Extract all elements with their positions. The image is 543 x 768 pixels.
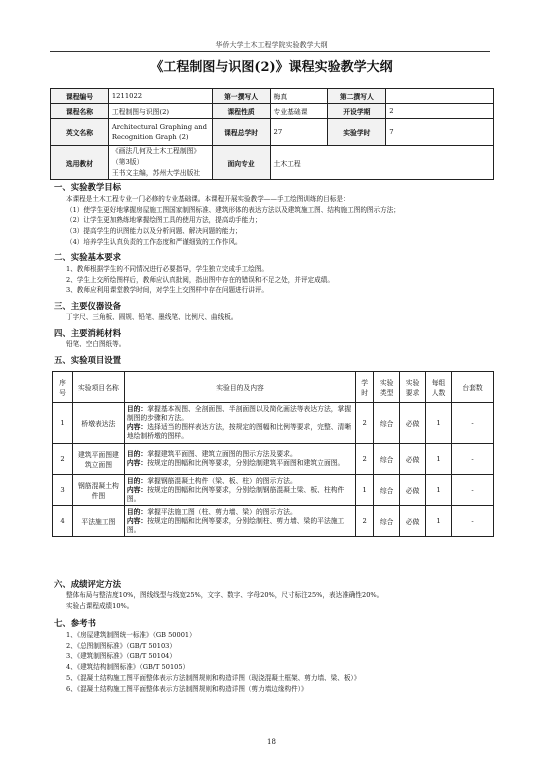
course-code-value: 1211022 [108,89,212,104]
equipment-list: 丁字尺、三角板、圆规、铅笔、墨线笔、比例尺、曲线板。 [66,313,238,321]
requirement-item: 3、教师应利用课堂教学时间，对学生上交图样中存在问题进行讲评。 [66,286,269,295]
author1-value: 梅真 [270,89,328,104]
table-row [53,403,494,444]
row-sets: - [452,444,494,475]
goals-intro: 本课程是土木工程专业一门必修的专业基础课。本课程开展实验教学——手工绘图训练的目标是： [66,195,350,203]
row-no: 2 [53,444,73,475]
section-heading-references: 七、参考书 [54,618,96,628]
course-code-label: 课程编号 [51,89,109,104]
references-list [56,630,486,694]
row-sets: - [452,475,494,506]
header-rule [50,51,490,52]
row-hours: 2 [356,506,374,537]
content-label: 内容： [126,459,148,467]
section-heading-goals: 一、实验教学目标 [54,182,121,192]
row-hours: 2 [356,444,374,475]
goal-item: （3）提高学生的识图能力以及分析问题、解决问题的能力； [66,227,242,236]
course-info-table [50,88,494,180]
term-value: 2 [386,104,494,119]
row-requirement: 必做 [400,506,426,537]
row-requirement: 必做 [400,403,426,444]
requirements-text [56,264,486,296]
header-purpose-content: 实验目的及内容 [124,372,355,403]
row-purpose-content [124,444,355,475]
content-text: 选择适当的图样表达方法，按规定的图幅和比例等要求，完整、清晰地绘制桥墩的图样。 [126,423,352,440]
lab-hours-label: 实验学时 [328,119,386,146]
row-name: 建筑平面图建筑立面图 [72,444,124,475]
goal-item: （4）培养学生认真负责的工作态度和严谨细致的工作作风。 [66,237,242,246]
header-type: 实验类型 [374,372,400,403]
row-hours: 2 [356,403,374,444]
row-purpose-content [124,506,355,537]
purpose-label: 目的： [126,507,148,516]
equipment-text [56,312,486,323]
major-label: 面向专业 [212,146,270,180]
grading-line: 实验占课程成绩10%。 [66,601,134,610]
goals-text [56,194,486,248]
english-name-value [108,119,212,146]
content-label: 内容： [126,516,148,525]
row-name: 钢筋混凝土构件图 [72,475,124,506]
row-no: 4 [53,506,73,537]
row-people: 1 [426,506,452,537]
reference-item: 2、《总图制图标准》（GB/T 50103） [66,641,176,650]
textbook-line1: 《画法几何及土木工程制图》（第3版） [111,147,201,166]
section-heading-requirements: 二、实验基本要求 [54,252,121,262]
goal-item: （1）使学生更好地掌握房屋施工图国家制图标准、建筑形体的表达方法以及建筑施工图、结构施工图的图示方法； [66,205,400,214]
row-name: 桥墩表达法 [72,403,124,444]
row-requirement: 必做 [400,475,426,506]
materials-list: 铅笔、空白图纸等。 [66,340,126,348]
content-text: 按规定的图幅和比例等要求，分别绘制钢筋混凝土梁、板、柱构件图。 [126,485,345,503]
textbook-value [108,146,212,180]
reference-item: 6、《混凝土结构施工图平面整体表示方法制图规则和构造详图（剪力墙边缘构件）》 [66,684,308,693]
course-name-value: 工程制图与识图(2) [108,104,212,119]
purpose-text: 掌握建筑平面图、建筑立面图的图示方法及要求。 [147,450,297,458]
purpose-label: 目的： [126,405,148,413]
document-title: 《工程制图与识图(2)》课程实验教学大纲 [150,60,393,75]
requirement-item: 2、学生上交所绘图样后，教师应认真批阅，指出图中存在的错误和不足之处，并评定成绩。 [66,275,334,284]
purpose-text: 掌握钢筋混凝土构件（梁、板、柱）的图示方法。 [147,476,297,485]
row-no: 3 [53,475,73,506]
row-type: 综合 [374,403,400,444]
course-name-label: 课程名称 [51,104,109,119]
grading-line: 整体布局与整洁度10%，图线线型与线宽25%，文字、数字、字母20%，尺寸标注25%，表达准确性20%。 [66,591,384,599]
row-type: 综合 [374,475,400,506]
purpose-text: 掌握基本视图、全剖面图、半剖面图以及简化画法等表达方法，掌握制图的步骤和方法。 [126,405,352,422]
reference-item: 3、《建筑制图标准》（GB/T 50104） [66,652,176,661]
header-no: 序号 [53,372,73,403]
section-heading-projects: 五、实验项目设置 [54,355,121,365]
header-requirement: 实验要求 [400,372,426,403]
table-row [53,506,494,537]
row-people: 1 [426,475,452,506]
lab-hours-value: 7 [386,119,494,146]
textbook-line2: 王书文主编，苏州大学出版社 [111,169,201,177]
row-sets: - [452,506,494,537]
section-heading-materials: 四、主要消耗材料 [54,328,121,338]
purpose-text: 掌握平法施工图（柱、剪力墙、梁）的图示方法。 [147,507,297,516]
grading-text [56,590,486,611]
reference-item: 1、《房屋建筑制图统一标准》（GB 50001） [66,631,196,639]
english-name-line2: Recognition Graph (2) [111,133,189,141]
purpose-label: 目的： [126,476,148,485]
course-nature-value: 专业基础课 [270,104,328,119]
english-name-line1: Architectural Graphing and [111,123,207,131]
content-label: 内容： [126,423,148,431]
row-name: 平法施工图 [72,506,124,537]
content-text: 按规定的图幅和比例等要求，分别绘制建筑平面图和建筑立面图。 [147,459,345,467]
total-hours-value: 27 [270,119,328,146]
requirement-item: 1、教师根据学生的不同情况进行必要指导，学生独立完成手工绘图。 [66,265,269,273]
row-hours: 1 [356,475,374,506]
term-label: 开设学期 [328,104,386,119]
row-people: 1 [426,444,452,475]
content-text: 按规定的图幅和比例等要求，分别绘制柱、剪力墙、梁的平法施工图。 [126,516,345,534]
row-sets: - [452,403,494,444]
reference-item: 4、《建筑结构制图标准》（GB/T 50105） [66,663,190,672]
row-type: 综合 [374,506,400,537]
purpose-label: 目的： [126,450,148,458]
header-name: 实验项目名称 [72,372,124,403]
total-hours-label: 课程总学时 [212,119,270,146]
content-label: 内容： [126,485,148,494]
row-purpose-content [124,475,355,506]
row-requirement: 必做 [400,444,426,475]
row-no: 1 [53,403,73,444]
header-sets: 台套数 [452,372,494,403]
row-type: 综合 [374,444,400,475]
author1-label: 第一撰写人 [212,89,270,104]
section-heading-grading: 六、成绩评定方法 [54,579,121,589]
author2-value [386,89,494,104]
row-people: 1 [426,403,452,444]
textbook-label: 选用教材 [51,146,109,180]
goal-item: （2）让学生更加熟练地掌握绘图工具的使用方法，提高动手能力； [66,216,262,225]
page-number: 18 [267,738,276,746]
course-nature-label: 课程性质 [212,104,270,119]
table-row [53,475,494,506]
english-name-label: 英文名称 [51,119,109,146]
reference-item: 5、《混凝土结构施工图平面整体表示方法制图规则和构造详图（现浇混凝土框架、剪力墙、梁、板）》 [66,673,361,682]
running-head: 华侨大学土木工程学院实验教学大纲 [215,41,328,49]
materials-text [56,339,486,350]
header-hours: 学时 [356,372,374,403]
author2-label: 第二撰写人 [328,89,386,104]
project-table-body [52,371,494,537]
section-heading-equipment: 三、主要仪器设备 [54,301,121,311]
table-row [53,444,494,475]
row-purpose-content [124,403,355,444]
header-people: 每组人数 [426,372,452,403]
major-value: 土木工程 [270,146,493,180]
